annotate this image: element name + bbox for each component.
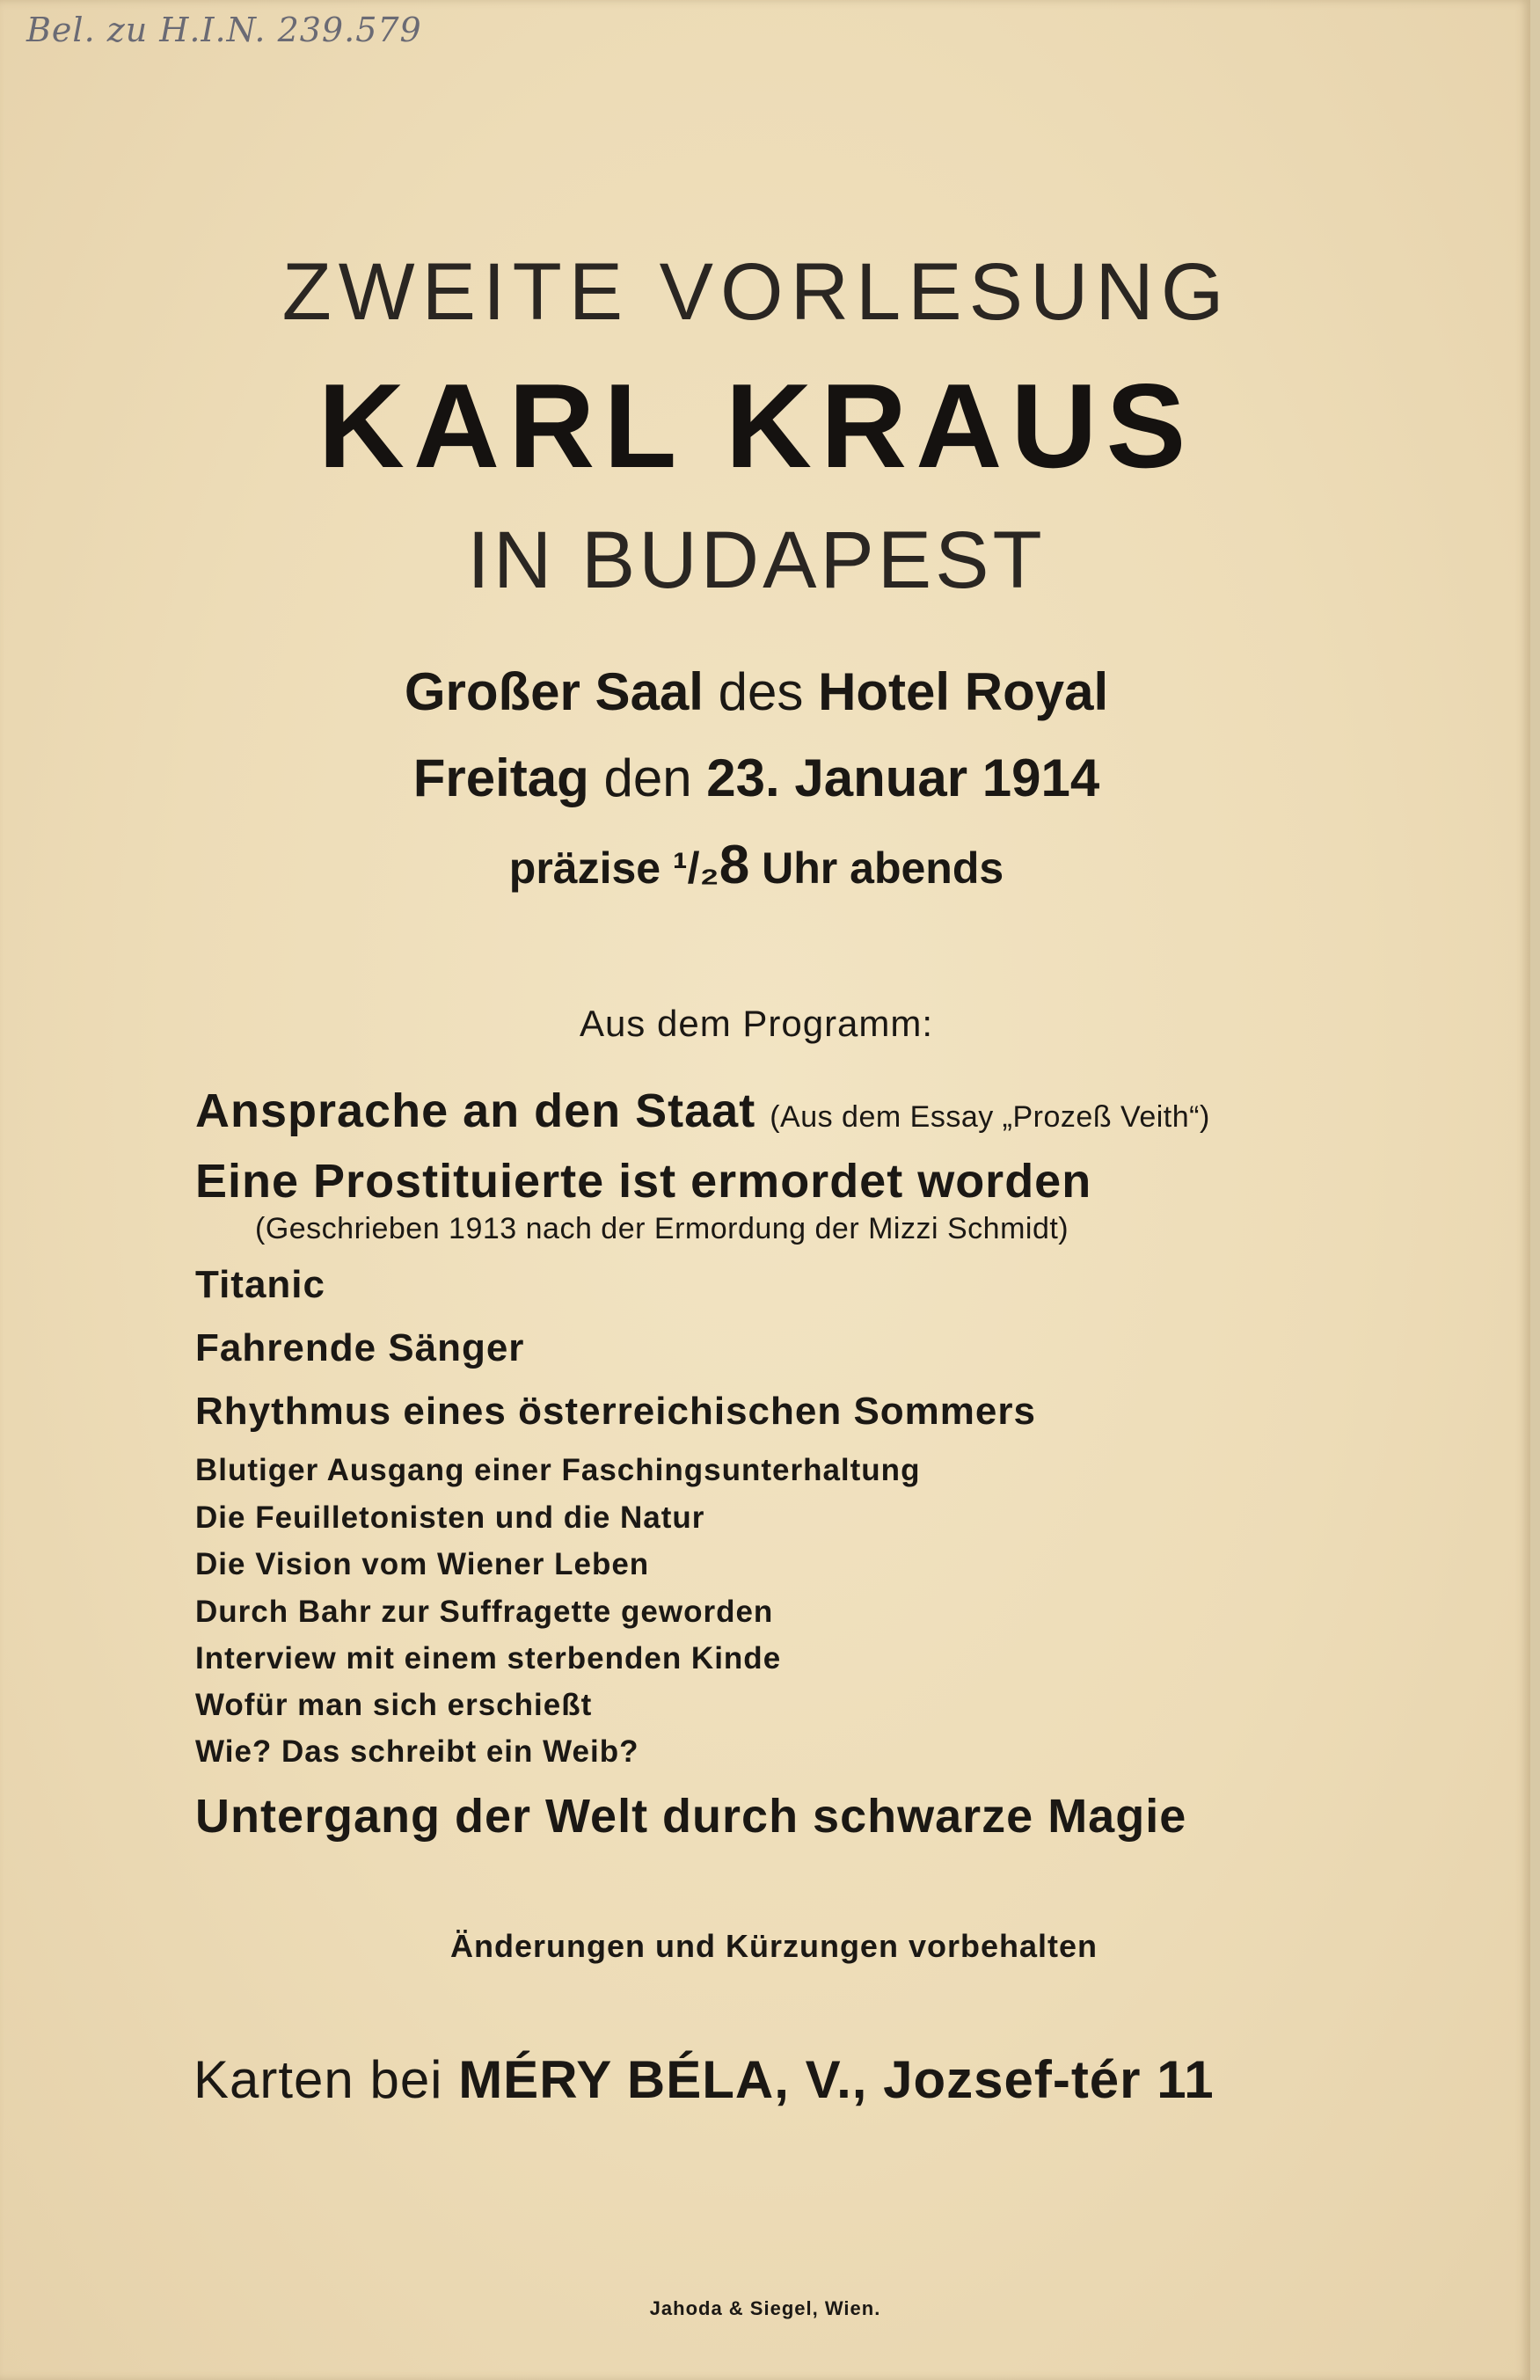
- printer-imprint: Jahoda & Siegel, Wien.: [649, 2297, 881, 2319]
- ticket-info: [193, 2049, 1215, 2110]
- program-item: Titanic: [195, 1263, 326, 1306]
- program-item: Wofür man sich erschießt: [195, 1688, 593, 1722]
- ticket-info-part-2: MÉRY BÉLA,: [458, 2050, 790, 2109]
- program-item-title: Ansprache an den Staat: [195, 1084, 756, 1137]
- archive-shelfmark: Bel. zu H.I.N. 239.579: [26, 11, 422, 49]
- program-item: Fahrende Sänger: [195, 1326, 525, 1369]
- program-item: Wie? Das schreibt ein Weib?: [195, 1734, 639, 1769]
- venue-part-2: des: [718, 662, 804, 721]
- program-item-note: (Aus dem Essay „Prozeß Veith“): [770, 1100, 1210, 1134]
- date-part-1: Freitag: [412, 748, 589, 807]
- time-line: [0, 834, 1513, 896]
- date-part-3: 23. Januar 1914: [706, 748, 1100, 807]
- ticket-info-part-1: Karten bei: [193, 2050, 443, 2109]
- program-item: Die Vision vom Wiener Leben: [195, 1547, 650, 1581]
- changes-note: Änderungen und Kürzungen vorbehalten: [450, 1928, 1098, 1964]
- time-fraction: ¹/₂: [673, 843, 719, 893]
- date-line: [0, 748, 1513, 808]
- ticket-info-part-3: V., Jozsef-tér 11: [805, 2050, 1215, 2109]
- time-hour: 8: [719, 835, 750, 895]
- time-part-2: Uhr abends: [749, 843, 1004, 893]
- program-item: Eine Prostituierte ist ermordet worden: [195, 1155, 1092, 1208]
- title-line-1: ZWEITE VORLESUNG: [281, 247, 1231, 337]
- program-heading: Aus dem Programm:: [579, 1003, 934, 1044]
- venue-part-3: Hotel Royal: [818, 662, 1109, 721]
- program-item: Rhythmus eines österreichischen Sommers: [195, 1390, 1036, 1433]
- date-part-2: den: [603, 748, 692, 807]
- program-item-subnote: (Geschrieben 1913 nach der Ermordung der Mizzi Schmidt): [255, 1212, 1069, 1245]
- program-item: Durch Bahr zur Suffragette geworden: [195, 1595, 774, 1629]
- venue-part-1: Großer Saal: [404, 662, 704, 721]
- title-line-3: IN BUDAPEST: [467, 515, 1046, 605]
- program-item: [195, 1084, 1210, 1138]
- program-item: Untergang der Welt durch schwarze Magie: [195, 1790, 1187, 1843]
- program-item: Blutiger Ausgang einer Faschingsunterhaltung: [195, 1453, 921, 1487]
- program-item: Interview mit einem sterbenden Kinde: [195, 1641, 782, 1675]
- time-part-1: präzise: [508, 843, 673, 893]
- title-line-2: KARL KRAUS: [317, 359, 1195, 493]
- program-item: Die Feuilletonisten und die Natur: [195, 1500, 705, 1535]
- venue-line: [0, 661, 1513, 722]
